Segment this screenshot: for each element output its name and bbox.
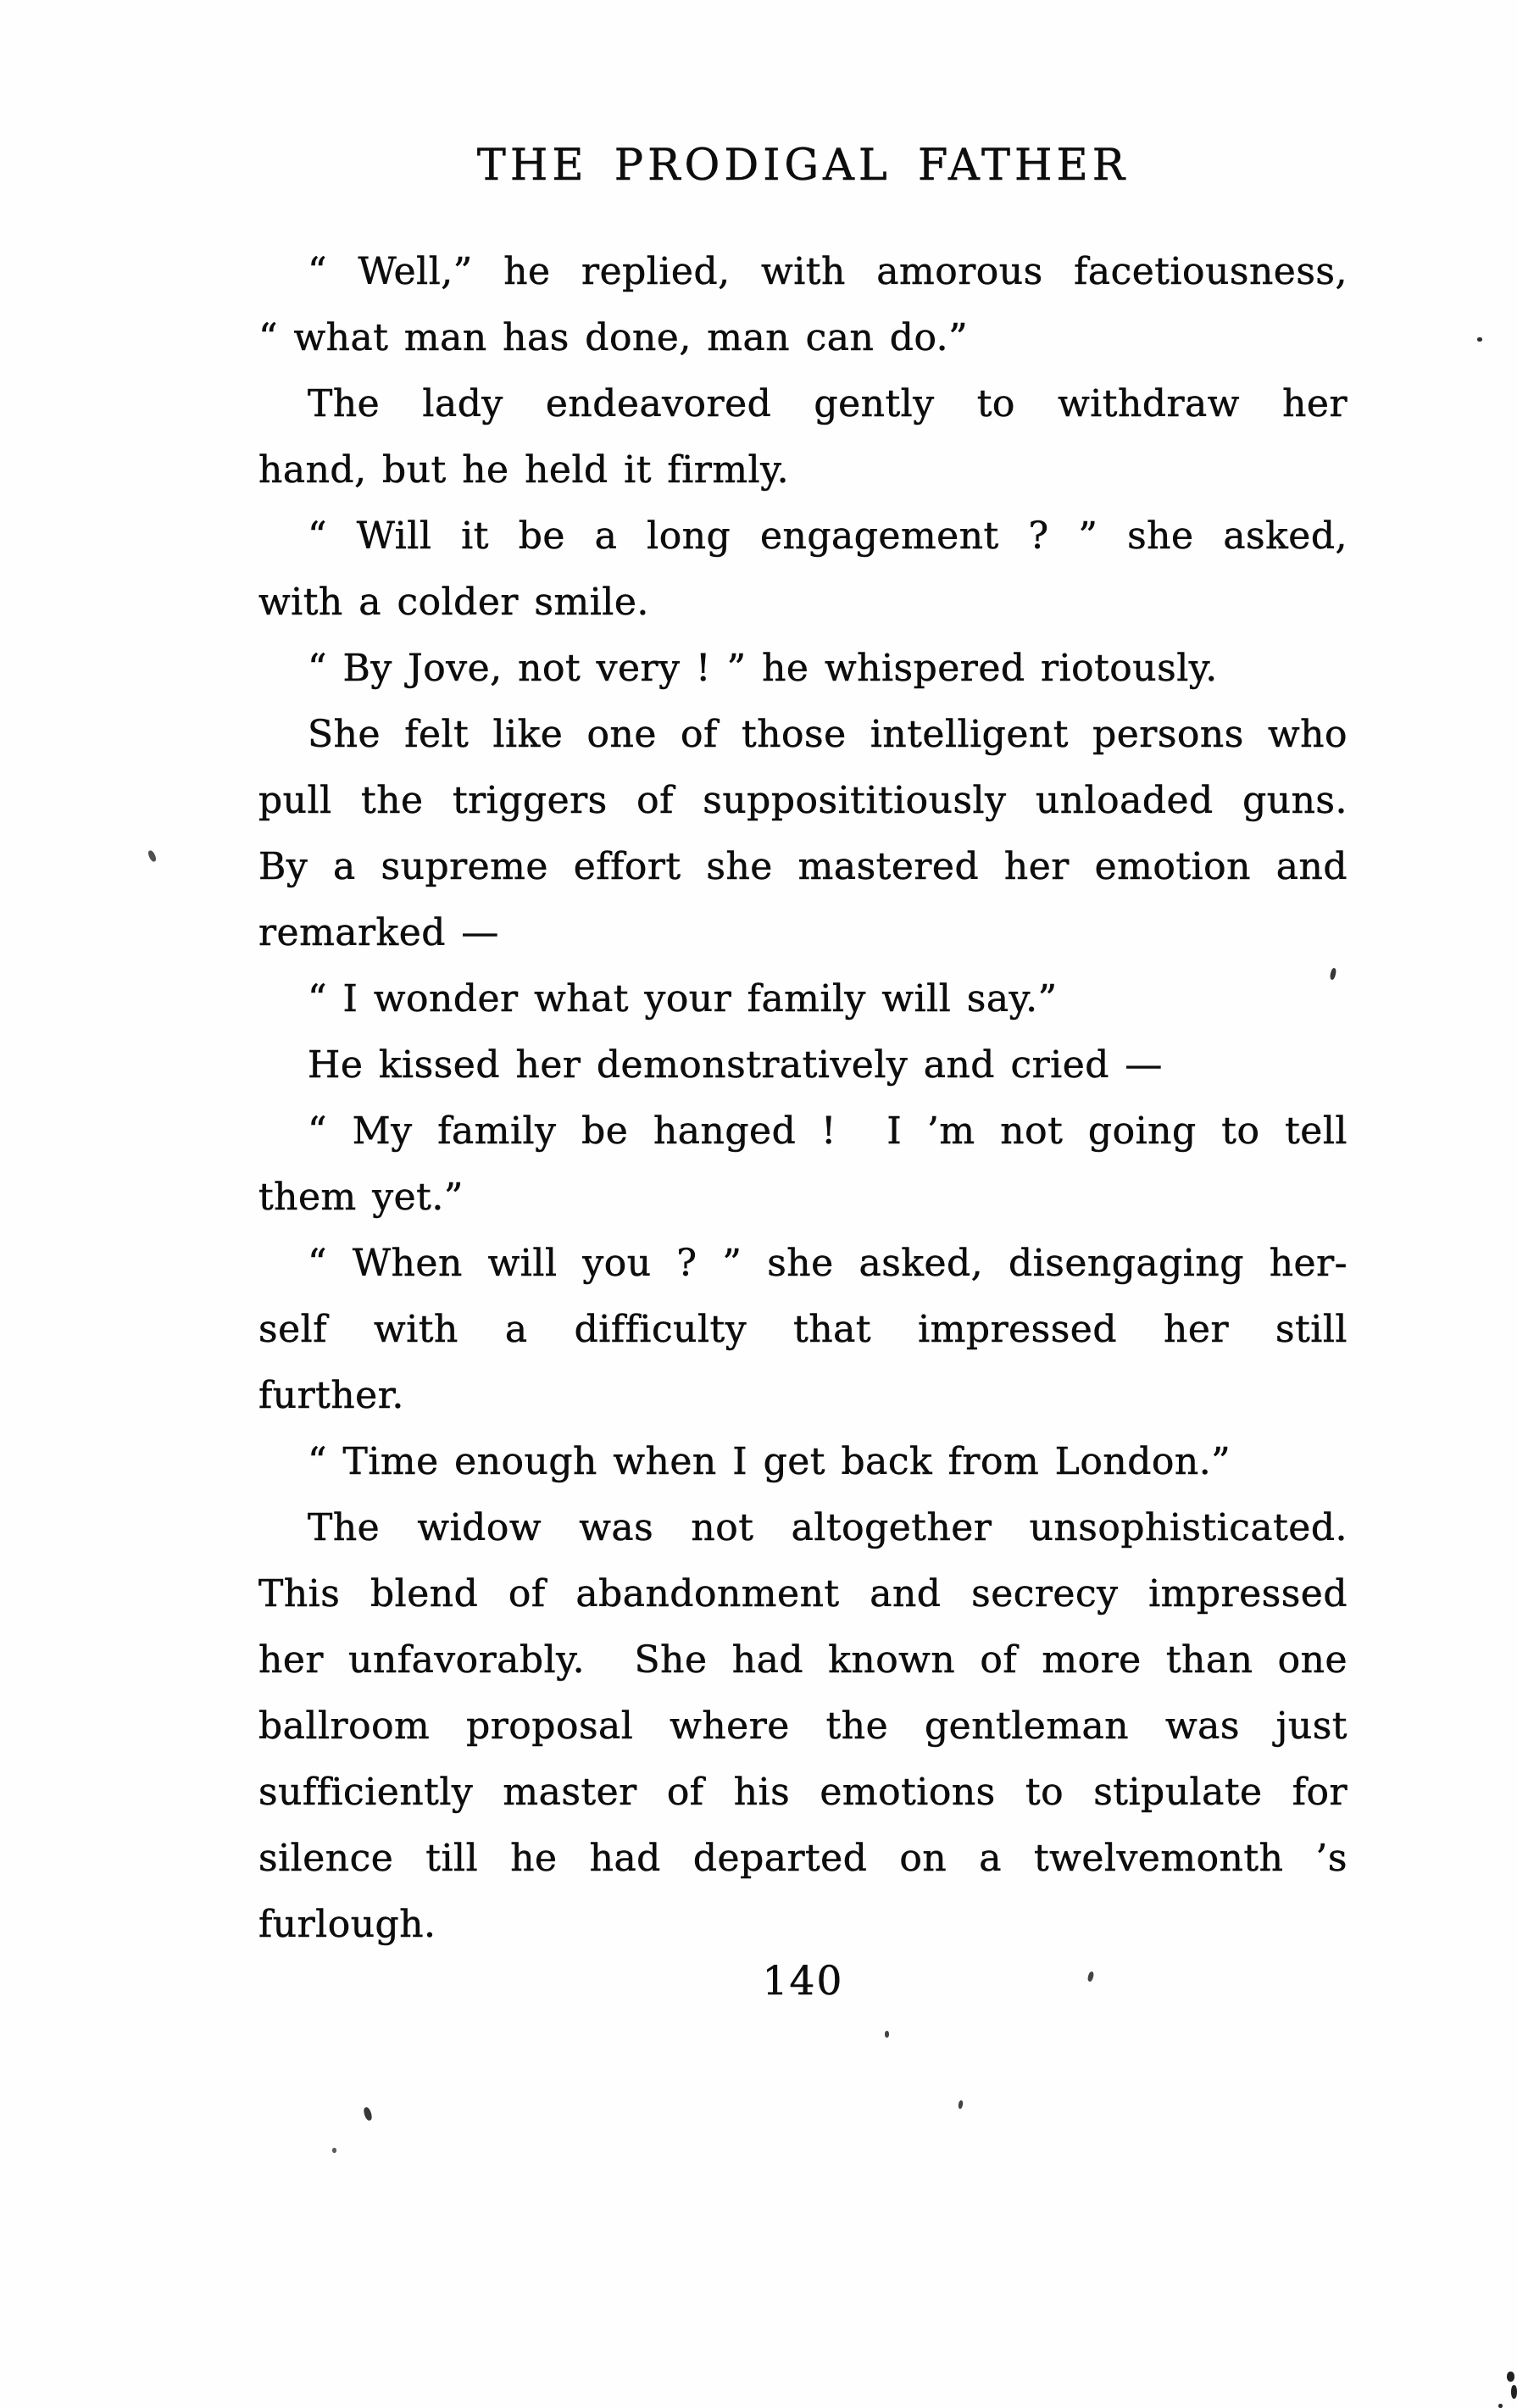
text-line: He kissed her demonstratively and cried — [308,1043,1163,1087]
text-line: them yet.” [258,1176,464,1219]
text-line: “ Well,” he replied, with amorous facetiousness, [308,250,1348,293]
text-line: pull the triggers of supposititiously unloaded guns. [258,779,1348,822]
text-line: “ what man has done, man can do.” [258,316,969,359]
text-line: remarked — [258,911,499,954]
text-line: “ When will you ? ” she asked, disengaging her- [308,1242,1348,1285]
text-line: This blend of abandonment and secrecy impressed [258,1572,1348,1616]
scan-artifact [363,2106,374,2122]
text-line: furlough. [258,1903,436,1946]
text-line: further. [258,1374,404,1417]
scan-artifact [332,2148,336,2153]
text-line: “ Time enough when I get back from London.” [308,1440,1231,1483]
text-line: “ By Jove, not very ! ” he whispered riotously. [308,647,1218,690]
scan-artifact [1477,337,1482,342]
scan-artifact [1498,2404,1503,2408]
text-line: The lady endeavored gently to withdraw her [308,382,1348,425]
text-line: The widow was not altogether unsophisticated. [308,1506,1348,1549]
text-line: ballroom proposal where the gentleman was just [258,1705,1348,1748]
text-line: “ I wonder what your family will say.” [308,977,1058,1020]
text-line: By a supreme effort she mastered her emotion and [258,845,1348,888]
text-line: “ My family be hanged ! I ’m not going to tell [308,1109,1348,1153]
scan-artifact [958,2100,964,2110]
text-line: with a colder smile. [258,581,649,624]
page-number: 140 [762,1958,844,2005]
scan-artifact [1511,2385,1517,2399]
scan-artifact [147,849,157,863]
page-text [258,239,1348,1958]
running-header: THE PRODIGAL FATHER [476,141,1130,191]
scan-artifact [1507,2372,1514,2382]
scan-artifact [885,2031,889,2038]
text-line: her unfavorably. She had known of more than one [258,1638,1348,1682]
text-line: She felt like one of those intelligent persons who [308,713,1348,756]
text-line: sufficiently master of his emotions to stipulate for [258,1771,1348,1814]
text-line: silence till he had departed on a twelvemonth ’s [258,1837,1348,1880]
text-line: hand, but he held it firmly. [258,448,790,492]
text-line: self with a difficulty that impressed her still [258,1308,1348,1351]
text-line: “ Will it be a long engagement ? ” she asked, [308,514,1348,558]
